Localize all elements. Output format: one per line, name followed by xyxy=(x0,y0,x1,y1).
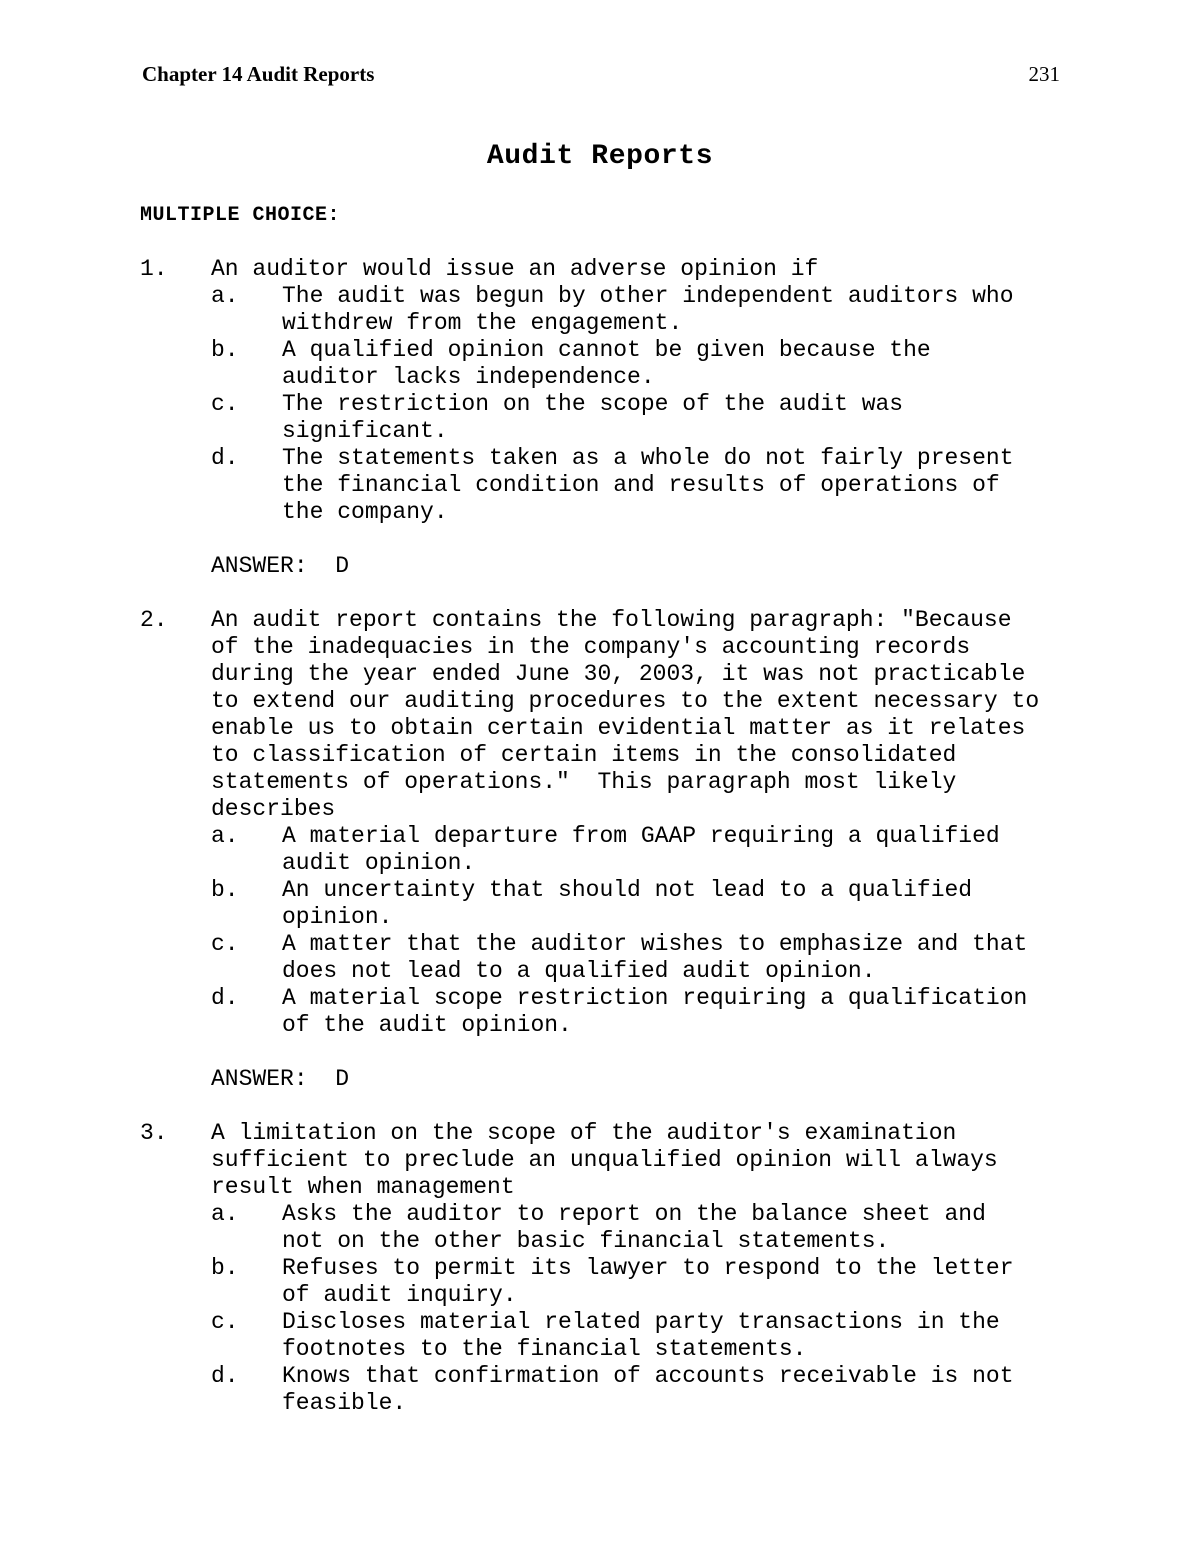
option-letter: c. xyxy=(211,931,239,957)
option-text: of the audit opinion. xyxy=(282,1012,572,1038)
question-number: 2. xyxy=(140,607,168,633)
option-text: the financial condition and results of operations of xyxy=(282,472,1000,498)
option-text: A material scope restriction requiring a qualification xyxy=(282,985,1028,1011)
option-text: of audit inquiry. xyxy=(282,1282,517,1308)
question-line xyxy=(140,1174,1170,1201)
question-line xyxy=(140,607,1170,634)
page-title: Audit Reports xyxy=(486,141,714,172)
option-text: audit opinion. xyxy=(282,850,476,876)
option-text: Discloses material related party transactions in the xyxy=(282,1309,1000,1335)
option-line xyxy=(140,931,1170,958)
question-number: 1. xyxy=(140,256,168,282)
question-line xyxy=(140,796,1170,823)
option-line xyxy=(140,985,1170,1012)
question-list xyxy=(140,256,1170,1417)
section-heading: MULTIPLE CHOICE: xyxy=(140,204,341,227)
option-line xyxy=(140,472,1170,499)
option-text: footnotes to the financial statements. xyxy=(282,1336,807,1362)
option-line xyxy=(140,904,1170,931)
option-letter: b. xyxy=(211,1255,239,1281)
question-line xyxy=(140,1120,1170,1147)
option-letter: d. xyxy=(211,445,239,471)
chapter-title: Chapter 14 Audit Reports xyxy=(142,62,375,86)
option-line xyxy=(140,823,1170,850)
question-text: to extend our auditing procedures to the extent necessary to xyxy=(211,688,1040,714)
option-text: the company. xyxy=(282,499,448,525)
option-line xyxy=(140,1255,1170,1282)
option-text: feasible. xyxy=(282,1390,407,1416)
option-letter: c. xyxy=(211,391,239,417)
question-item xyxy=(140,1120,1170,1417)
question-line xyxy=(140,634,1170,661)
question-text: enable us to obtain certain evidential matter as it relates xyxy=(211,715,1026,741)
option-text: not on the other basic financial statements. xyxy=(282,1228,890,1254)
option-text: The audit was begun by other independent auditors who xyxy=(282,283,1014,309)
question-text: during the year ended June 30, 2003, it was not practicable xyxy=(211,661,1026,687)
question-line xyxy=(140,661,1170,688)
option-line xyxy=(140,337,1170,364)
option-line xyxy=(140,445,1170,472)
option-line xyxy=(140,877,1170,904)
option-letter: a. xyxy=(211,823,239,849)
answer-line xyxy=(140,1066,1170,1093)
option-text: Refuses to permit its lawyer to respond to the letter xyxy=(282,1255,1014,1281)
spacer xyxy=(140,1093,1170,1120)
question-text: An auditor would issue an adverse opinion if xyxy=(211,256,819,282)
option-text: withdrew from the engagement. xyxy=(282,310,683,336)
option-line xyxy=(140,1363,1170,1390)
question-text: statements of operations." This paragraph most likely xyxy=(211,769,957,795)
option-line xyxy=(140,1201,1170,1228)
option-text: significant. xyxy=(282,418,448,444)
option-line xyxy=(140,1012,1170,1039)
question-text: describes xyxy=(211,796,336,822)
option-letter: a. xyxy=(211,283,239,309)
option-text: A matter that the auditor wishes to emphasize and that xyxy=(282,931,1028,957)
spacer xyxy=(140,1039,1170,1066)
question-text: sufficient to preclude an unqualified opinion will always xyxy=(211,1147,998,1173)
question-text: A limitation on the scope of the auditor's examination xyxy=(211,1120,957,1146)
option-line xyxy=(140,850,1170,877)
option-text: The restriction on the scope of the audit was xyxy=(282,391,904,417)
option-line xyxy=(140,1228,1170,1255)
option-text: A qualified opinion cannot be given because the xyxy=(282,337,931,363)
question-line xyxy=(140,742,1170,769)
option-line xyxy=(140,1390,1170,1417)
option-text: A material departure from GAAP requiring a qualified xyxy=(282,823,1000,849)
option-text: does not lead to a qualified audit opinion. xyxy=(282,958,876,984)
question-number: 3. xyxy=(140,1120,168,1146)
question-text: to classification of certain items in the consolidated xyxy=(211,742,957,768)
option-text: Knows that confirmation of accounts receivable is not xyxy=(282,1363,1014,1389)
option-line xyxy=(140,499,1170,526)
question-text: result when management xyxy=(211,1174,515,1200)
option-text: opinion. xyxy=(282,904,393,930)
spacer xyxy=(140,580,1170,607)
question-line xyxy=(140,1147,1170,1174)
question-line xyxy=(140,688,1170,715)
page-header xyxy=(142,62,1060,94)
option-line xyxy=(140,1336,1170,1363)
page-number: 231 xyxy=(1028,62,1060,86)
option-line xyxy=(140,1309,1170,1336)
spacer xyxy=(140,526,1170,553)
question-item xyxy=(140,256,1170,607)
option-line xyxy=(140,958,1170,985)
option-line xyxy=(140,1282,1170,1309)
question-line xyxy=(140,256,1170,283)
option-text: An uncertainty that should not lead to a qualified xyxy=(282,877,973,903)
option-letter: b. xyxy=(211,877,239,903)
option-line xyxy=(140,310,1170,337)
option-line xyxy=(140,391,1170,418)
question-item xyxy=(140,607,1170,1120)
question-line xyxy=(140,769,1170,796)
option-line xyxy=(140,364,1170,391)
question-line xyxy=(140,715,1170,742)
option-letter: b. xyxy=(211,337,239,363)
option-letter: d. xyxy=(211,985,239,1011)
option-text: auditor lacks independence. xyxy=(282,364,655,390)
option-line xyxy=(140,283,1170,310)
question-text: of the inadequacies in the company's accounting records xyxy=(211,634,971,660)
option-text: Asks the auditor to report on the balance sheet and xyxy=(282,1201,986,1227)
answer-line xyxy=(140,553,1170,580)
answer-text: ANSWER: D xyxy=(211,1066,350,1092)
option-letter: a. xyxy=(211,1201,239,1227)
answer-text: ANSWER: D xyxy=(211,553,350,579)
question-text: An audit report contains the following paragraph: "Because xyxy=(211,607,1012,633)
option-line xyxy=(140,418,1170,445)
option-letter: c. xyxy=(211,1309,239,1335)
option-text: The statements taken as a whole do not fairly present xyxy=(282,445,1014,471)
option-letter: d. xyxy=(211,1363,239,1389)
